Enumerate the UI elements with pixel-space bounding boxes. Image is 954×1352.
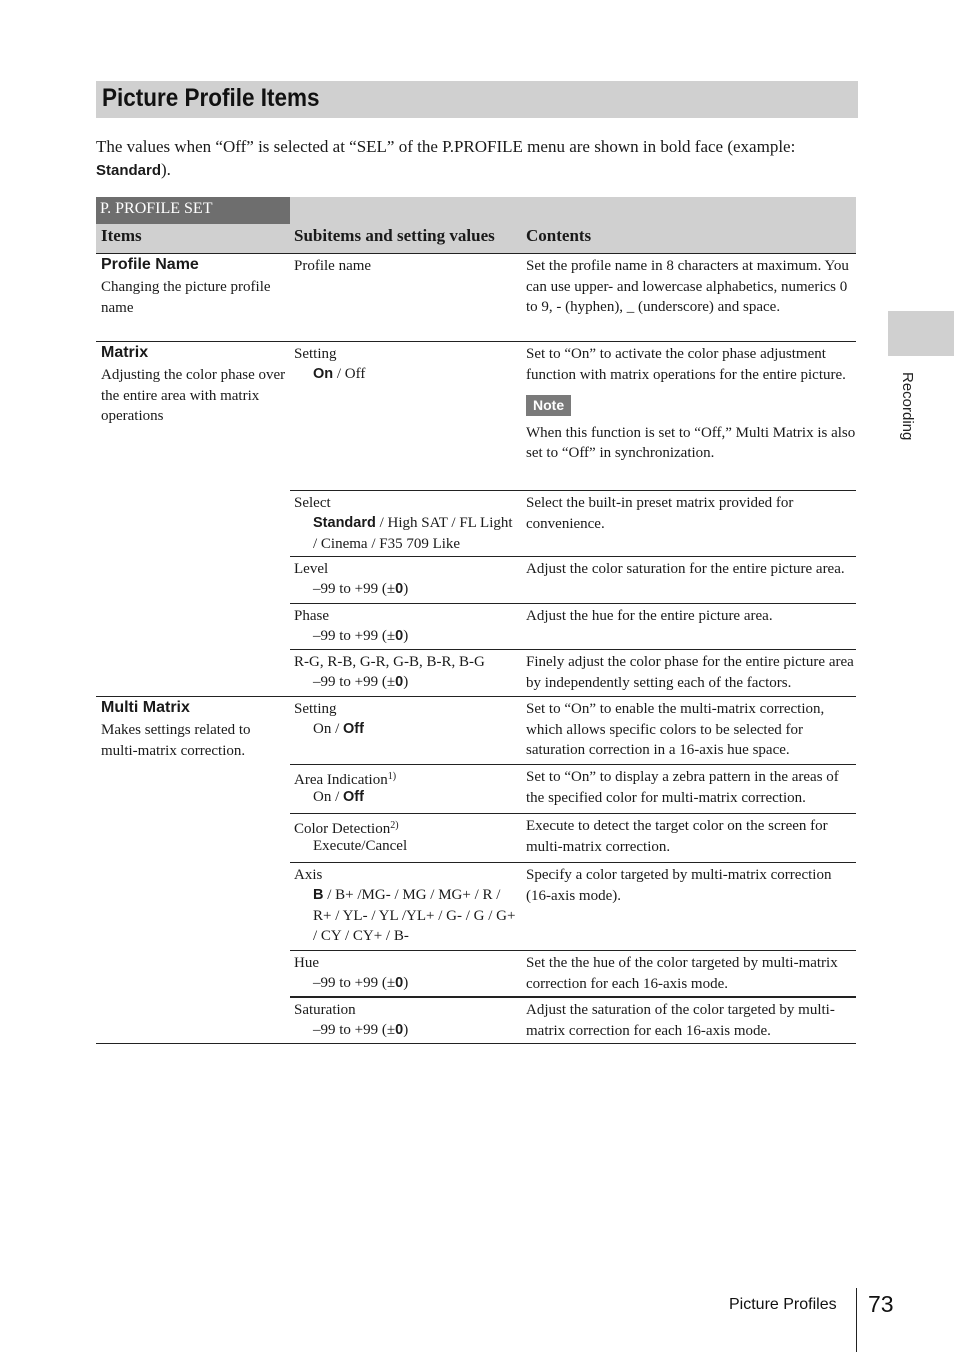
subitem-name: Hue — [294, 955, 319, 971]
contents-text: Set to “On” to activate the color phase adjustment function with matrix operations for the entire picture. — [526, 346, 846, 383]
row-contents: Execute to detect the target color on the screen for multi-matrix correction. — [526, 818, 828, 855]
row-contents — [526, 344, 856, 464]
default-value: On — [313, 366, 334, 382]
footer-divider — [856, 1288, 857, 1352]
row-contents: Adjust the hue for the entire picture area. — [526, 608, 773, 624]
row-contents: Specify a color targeted by multi-matrix correction (16-axis mode). — [526, 867, 832, 904]
intro-end: ). — [161, 160, 171, 179]
header-subitems: Subitems and setting values — [294, 226, 495, 245]
default-value: Standard — [313, 515, 376, 531]
row-contents: Adjust the color saturation for the entire picture area. — [526, 561, 845, 577]
default-value: 0 — [395, 975, 404, 991]
header-items: Items — [101, 226, 142, 245]
default-value: Off — [343, 721, 364, 737]
side-tab-label: Recording — [899, 372, 916, 441]
subitem-name: Level — [294, 561, 329, 577]
table-row — [290, 813, 856, 863]
item-group-multi-matrix — [96, 696, 856, 1044]
subitem-name: Area Indication$^{1)}$ — [294, 771, 397, 788]
settings-table — [96, 253, 856, 1044]
table-row — [290, 950, 856, 997]
setting-values: –99 to +99 (±0) — [313, 628, 409, 644]
section-label: P. PROFILE SET — [96, 197, 290, 224]
table-row — [290, 254, 856, 342]
subitem-name: Color Detection$^{2)}$ — [294, 820, 399, 837]
row-contents: Set the profile name in 8 characters at maximum. You can use upper- and lowercase alphabetics, numerics 0 to 9, - (hyphen), _ (underscore) and space. — [526, 258, 849, 315]
default-value: 0 — [395, 1022, 404, 1038]
item-group-matrix — [96, 341, 856, 697]
footer-section-label: Picture Profiles — [729, 1296, 837, 1313]
intro-paragraph — [96, 135, 856, 182]
row-contents: Set the the hue of the color targeted by multi-matrix correction for each 16-axis mode. — [526, 955, 838, 992]
note-text: When this function is set to “Off,” Multi Matrix is also set to “Off” in synchronization. — [526, 424, 856, 461]
setting-values: On / Off — [313, 366, 366, 382]
default-value: Off — [343, 789, 364, 805]
setting-values: On / Off — [313, 789, 364, 805]
table-row — [290, 996, 856, 1046]
subitem-name: Axis — [294, 867, 323, 883]
subitem-name: Setting — [294, 346, 337, 362]
table-row — [290, 603, 856, 650]
header-contents: Contents — [526, 226, 592, 245]
intro-example: Standard — [96, 162, 162, 179]
item-description: Changing the picture profile name — [101, 279, 271, 316]
setting-values: –99 to +99 (±0) — [313, 674, 409, 690]
default-value: 0 — [395, 628, 404, 644]
footnote-marker: 2) — [390, 820, 399, 831]
table-row — [290, 556, 856, 604]
setting-values: –99 to +99 (±0) — [313, 975, 409, 991]
table-row — [290, 697, 856, 764]
default-value: 0 — [395, 674, 404, 690]
table-row — [290, 342, 856, 490]
subitem-name: Profile name — [294, 258, 372, 274]
table-row — [290, 764, 856, 814]
subitem-name: Select — [294, 495, 331, 511]
table-row — [290, 649, 856, 698]
item-name: Multi Matrix — [101, 699, 190, 716]
item-name: Profile Name — [101, 256, 199, 273]
table-header — [96, 197, 856, 253]
row-contents: Adjust the saturation of the color targeted by multi-matrix correction for each 16-axis mode. — [526, 1002, 835, 1039]
title-bar — [96, 81, 858, 118]
table-row — [290, 490, 856, 557]
item-group-profile-name — [96, 253, 856, 342]
side-tab — [888, 311, 954, 356]
page-title: Picture Profile Items — [102, 84, 320, 112]
default-value: 0 — [395, 581, 404, 597]
item-name: Matrix — [101, 344, 149, 361]
subitem-name: Setting — [294, 701, 337, 717]
note-badge: Note — [526, 395, 571, 416]
row-contents: Set to “On” to display a zebra pattern in the areas of the specified color for multi-matrix correction. — [526, 769, 839, 806]
item-description: Makes settings related to multi-matrix correction. — [101, 722, 251, 759]
setting-values: –99 to +99 (±0) — [313, 581, 409, 597]
row-contents: Set to “On” to enable the multi-matrix correction, which allows specific colors to be selected for saturation correction in a 16-axis hue space. — [526, 701, 825, 758]
default-value: B — [313, 887, 324, 903]
subitem-name: R-G, R-B, G-R, G-B, B-R, B-G — [294, 654, 485, 670]
note — [526, 395, 856, 417]
table-row — [290, 862, 856, 951]
intro-text: The values when “Off” is selected at “SEL” of the P.PROFILE menu are shown in bold face (example: — [96, 137, 796, 156]
page-number: 73 — [868, 1291, 894, 1317]
setting-values: B / B+ /MG- / MG / MG+ / R / R+ / YL- / YL /YL+ / G- / G / G+ / CY / CY+ / B- — [313, 887, 516, 944]
row-contents: Select the built-in preset matrix provided for convenience. — [526, 495, 794, 532]
subitem-name: Saturation — [294, 1002, 356, 1018]
item-description: Adjusting the color phase over the entire area with matrix operations — [101, 367, 286, 424]
table-bottom-rule — [96, 1043, 856, 1044]
setting-values: Standard / High SAT / FL Light / Cinema / F35 709 Like — [313, 515, 513, 552]
footnote-marker: 1) — [387, 771, 397, 782]
setting-values: Execute/Cancel — [313, 838, 408, 854]
row-contents: Finely adjust the color phase for the entire picture area by independently setting each of the factors. — [526, 654, 854, 691]
subitem-name: Phase — [294, 608, 329, 624]
setting-values: –99 to +99 (±0) — [313, 1022, 409, 1038]
setting-values: On / Off — [313, 721, 364, 737]
